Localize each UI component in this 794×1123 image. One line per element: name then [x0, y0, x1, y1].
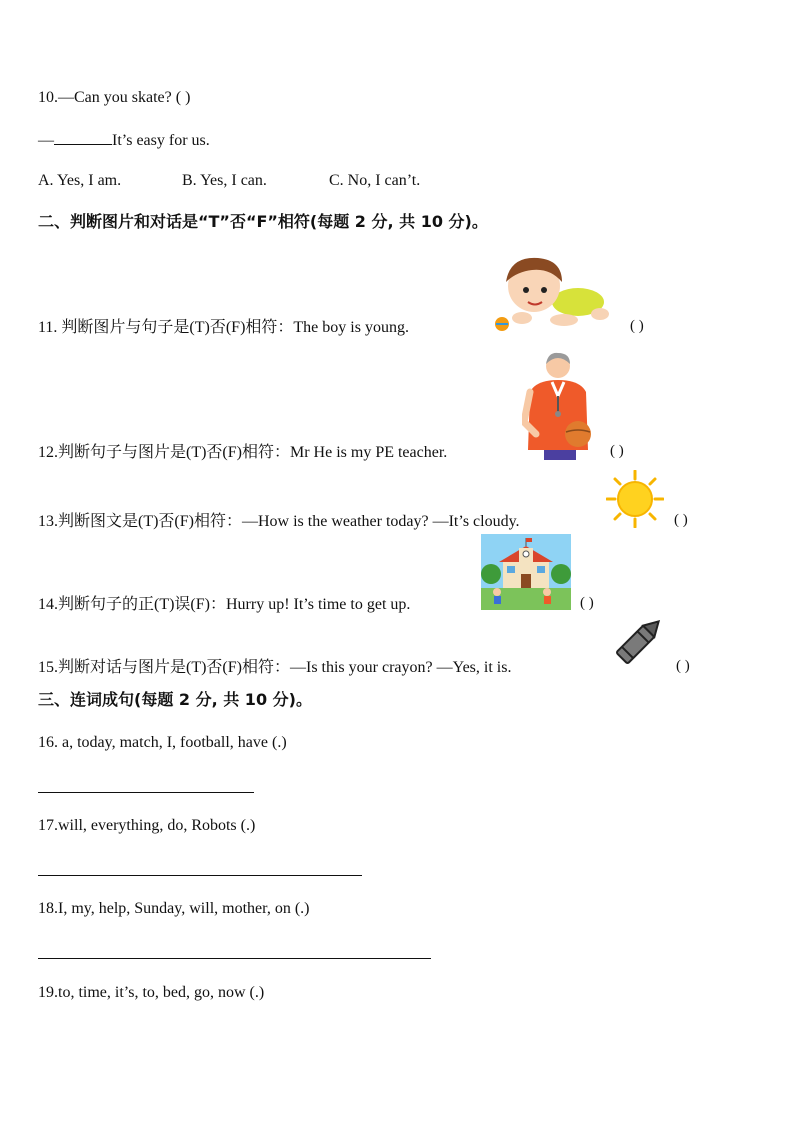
q10-options	[38, 171, 420, 191]
q10-question: 10.—Can you skate? ( )	[38, 89, 191, 106]
q11-text: 11. 判断图片与句子是(T)否(F)相符：The boy is young.	[38, 319, 409, 336]
q15-answer-paren[interactable]: ( )	[676, 658, 690, 674]
q12-answer-paren[interactable]: ( )	[610, 443, 624, 459]
q10-reply-line	[38, 130, 210, 151]
q12-text: 12.判断句子与图片是(T)否(F)相符：Mr He is my PE teacher.	[38, 444, 448, 461]
q11-answer-paren[interactable]: ( )	[630, 318, 644, 334]
section3-heading: 三、连词成句(每题 2 分, 共 10 分)。	[38, 690, 312, 709]
q10-answer-blank[interactable]	[54, 130, 112, 145]
q17-answer-line[interactable]	[38, 875, 362, 876]
q19-text: 19.to, time, it’s, to, bed, go, now (.)	[38, 984, 265, 1001]
q14-answer-paren[interactable]: ( )	[580, 595, 594, 611]
q18-text: 18.I, my, help, Sunday, will, mother, on (.)	[38, 900, 310, 917]
q13-answer-paren[interactable]: ( )	[674, 512, 688, 528]
q14-text: 14.判断句子的正(T)误(F)：Hurry up! It’s time to get up.	[38, 596, 411, 613]
crayon-picture	[608, 616, 664, 672]
q16-answer-line[interactable]	[38, 792, 254, 793]
q10-reply: It’s easy for us.	[112, 132, 210, 149]
q10-option-a[interactable]: A. Yes, I am.	[38, 172, 122, 189]
sun-picture	[606, 470, 664, 528]
q17-text: 17.will, everything, do, Robots (.)	[38, 817, 256, 834]
q13-text: 13.判断图文是(T)否(F)相符：—How is the weather today? —It’s cloudy.	[38, 513, 520, 530]
q10-option-b[interactable]: B. Yes, I can.	[182, 172, 267, 189]
q10-option-c[interactable]: C. No, I can’t.	[329, 172, 421, 189]
pe-teacher-picture	[522, 352, 594, 460]
school-picture	[481, 534, 571, 610]
q15-text: 15.判断对话与图片是(T)否(F)相符：—Is this your crayon? —Yes, it is.	[38, 659, 512, 676]
q16-text: 16. a, today, match, I, football, have (.)	[38, 734, 287, 751]
q10-dash: —	[38, 132, 54, 149]
section2-heading: 二、判断图片和对话是“T”否“F”相符(每题 2 分, 共 10 分)。	[38, 212, 488, 231]
q18-answer-line[interactable]	[38, 958, 431, 959]
crawling-baby-picture	[492, 252, 610, 334]
